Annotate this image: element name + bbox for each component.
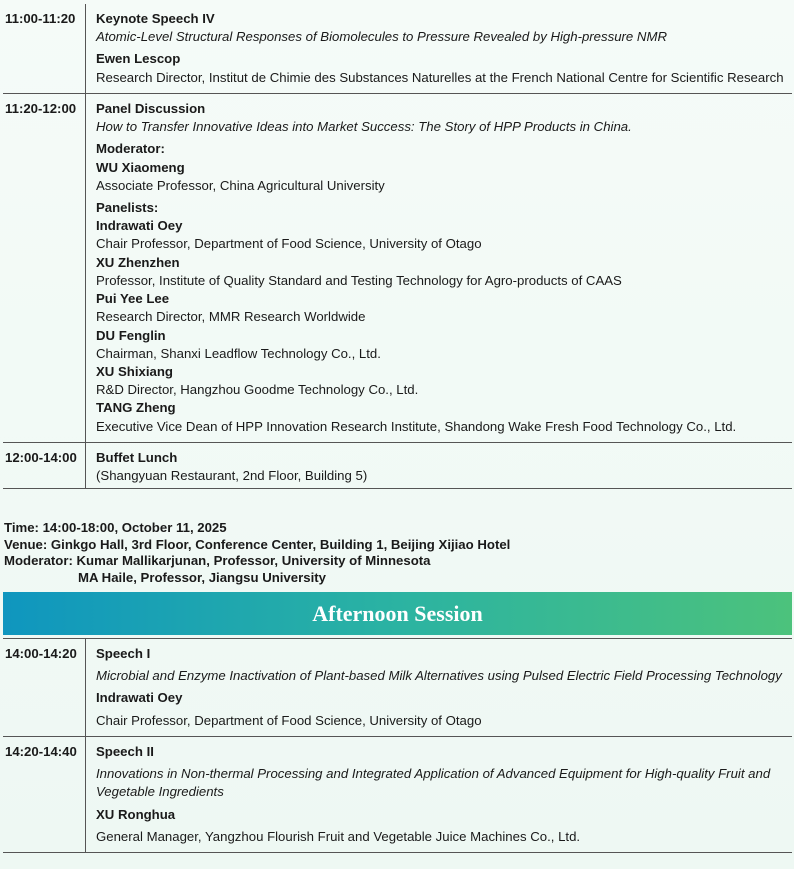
morning-schedule-table — [3, 4, 792, 489]
time-slot: 11:00-11:20 — [3, 4, 86, 93]
talk-topic: Atomic-Level Structural Responses of Biomolecules to Pressure Revealed by High-pressure NMR — [96, 29, 667, 45]
session-title: Speech II — [96, 743, 154, 759]
afternoon-schedule-table — [3, 638, 792, 853]
speaker-affiliation: Research Director, Institut de Chimie des Substances Naturelles at the French National Centre for Scientific Research — [96, 69, 784, 85]
session-info — [4, 520, 510, 586]
schedule-row — [3, 94, 792, 443]
session-moderator-2: MA Haile, Professor, Jiangsu University — [78, 569, 326, 585]
schedule-row — [3, 4, 792, 94]
row-content — [86, 639, 792, 736]
session-title: Buffet Lunch — [96, 449, 178, 465]
panelist-affiliation: Chair Professor, Department of Food Science, University of Otago — [96, 236, 482, 252]
speaker-affiliation: General Manager, Yangzhou Flourish Fruit and Vegetable Juice Machines Co., Ltd. — [96, 828, 581, 844]
session-title: Panel Discussion — [96, 100, 206, 116]
session-venue: Venue: Ginkgo Hall, 3rd Floor, Conference Center, Building 1, Beijing Xijiao Hotel — [4, 536, 511, 552]
speaker-affiliation: Chair Professor, Department of Food Science, University of Otago — [96, 712, 482, 728]
panelist-name: TANG Zheng — [96, 400, 176, 416]
time-slot: 11:20-12:00 — [3, 94, 86, 442]
session-title: Speech I — [96, 646, 151, 661]
speaker-name: Indrawati Oey — [96, 690, 183, 706]
panelist-name: Indrawati Oey — [96, 218, 183, 234]
moderator-name: WU Xiaomeng — [96, 159, 185, 175]
schedule-row — [3, 638, 792, 737]
panelist-affiliation: Chairman, Shanxi Leadflow Technology Co., Ltd. — [96, 345, 381, 361]
session-moderator: Moderator: Kumar Mallikarjunan, Professor, University of Minnesota — [4, 553, 431, 568]
panelist-name: DU Fenglin — [96, 327, 166, 343]
talk-topic: Microbial and Enzyme Inactivation of Plant-based Milk Alternatives using Pulsed Electric Field Processing Technology — [96, 668, 782, 684]
panelist-name: Pui Yee Lee — [96, 291, 170, 307]
moderator-label: Moderator: — [96, 141, 165, 157]
moderator-affiliation: Associate Professor, China Agricultural University — [96, 177, 385, 193]
panelists-label: Panelists: — [96, 199, 159, 215]
row-content — [86, 4, 792, 93]
time-slot: 12:00-14:00 — [3, 443, 86, 488]
panelist-name: XU Zhenzhen — [96, 254, 180, 270]
lunch-location: (Shangyuan Restaurant, 2nd Floor, Building 5) — [96, 468, 368, 484]
panelist-affiliation: R&D Director, Hangzhou Goodme Technology Co., Ltd. — [96, 382, 419, 398]
session-title: Keynote Speech IV — [96, 11, 215, 26]
talk-topic: Innovations in Non-thermal Processing and Integrated Application of Advanced Equipment for High-quality Fruit and Vegetable Ingredients — [96, 766, 771, 800]
time-slot: 14:20-14:40 — [3, 737, 86, 852]
speaker-name: Ewen Lescop — [96, 51, 181, 67]
session-time: Time: 14:00-18:00, October 11, 2025 — [4, 520, 227, 535]
panelist-affiliation: Professor, Institute of Quality Standard and Testing Technology for Agro-products of CAAS — [96, 272, 622, 288]
schedule-row — [3, 443, 792, 489]
schedule-row — [3, 737, 792, 853]
panelist-affiliation: Research Director, MMR Research Worldwide — [96, 309, 366, 325]
talk-topic: How to Transfer Innovative Ideas into Market Success: The Story of HPP Products in China. — [96, 119, 632, 135]
panelist-affiliation: Executive Vice Dean of HPP Innovation Research Institute, Shandong Wake Fresh Food Technology Co., Ltd. — [96, 418, 737, 434]
row-content — [86, 94, 792, 442]
speaker-name: XU Ronghua — [96, 806, 176, 822]
panelist-name: XU Shixiang — [96, 363, 173, 379]
row-content — [86, 443, 792, 488]
time-slot: 14:00-14:20 — [3, 639, 86, 736]
row-content — [86, 737, 792, 852]
afternoon-session-banner: Afternoon Session — [3, 592, 792, 635]
